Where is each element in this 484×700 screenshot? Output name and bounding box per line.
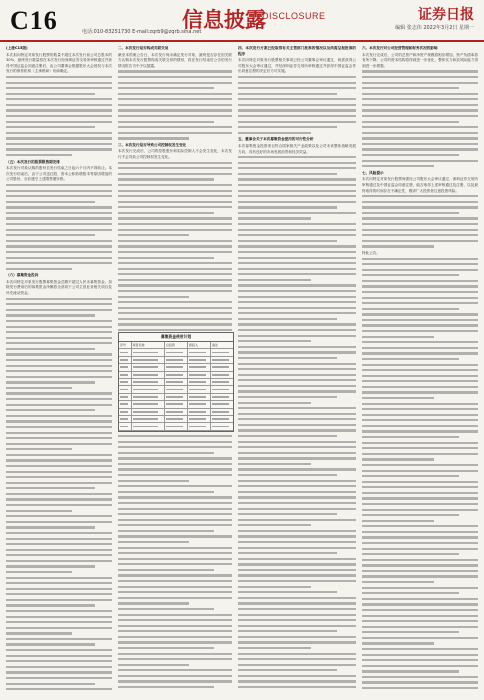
fund-use-table [118,332,234,432]
text-column-1 [6,46,112,692]
body-text-lines [238,223,356,692]
table-cell [119,372,132,378]
table-cell [165,379,188,385]
table-cell [188,409,211,415]
table-row [119,372,233,379]
table-cell [188,357,211,363]
section-heading: 三、本次发行是否导致公司控制权发生变化 [118,142,187,147]
editor-date-line: 编辑 张志伟 2022年3月2日 星期一 [395,25,474,31]
table-cell [119,409,132,415]
page-header [0,0,484,42]
body-text-lines [362,70,478,167]
table-cell [165,372,188,378]
table-cell [165,386,188,392]
table-cell [132,379,166,385]
table-row [119,349,233,356]
table-cell [132,401,166,407]
section-heading: （六）募集资金投向 [6,273,39,278]
body-paragraph: 本次发行对象认购的股份自发行结束之日起六个月内不得转让。本次发行结束后，由于公司送红股、资本公积转增股本等原因增加的公司股份，亦应遵守上述限售期安排。 [6,166,112,182]
section-heading: 五、董事会关于本次募集资金使用的可行性分析 [238,137,314,142]
table-cell [211,394,233,400]
table-cell [132,409,166,415]
body-text-lines [6,184,112,270]
body-paragraph: 本次发行完成后，公司的总资产和净资产规模将相应增加，资产负债率将有所下降，公司的资本结构将得到进一步优化，整体实力和抗风险能力得到进一步增强。 [362,52,478,68]
body-text-lines [238,76,356,134]
table-header-cell: 拟投入 [188,342,211,348]
body-paragraph: 本次募集资金投资项目符合国家相关产业政策以及公司未来整体战略发展方向，具有良好的市场发展前景和经济效益。 [238,143,356,154]
table-cell [165,357,188,363]
page-number: C16 [10,6,58,35]
table-cell [119,364,132,370]
table-cell [132,416,166,422]
table-header-cell: 备注 [212,343,219,347]
table-cell [119,423,132,429]
body-text-lines [6,76,112,156]
body-paragraph: 特此公告。 [362,250,380,255]
table-cell [188,394,211,400]
table-cell [119,416,132,422]
table-cell [188,379,211,385]
table-header-cell: 序号 [119,342,132,348]
table-title: 募集资金使用计划 [119,333,233,342]
body-text-lines [118,70,232,139]
body-text-lines [362,258,478,338]
table-cell [119,379,132,385]
table-cell [211,423,233,429]
table-header-cell: 总投资 [165,342,188,348]
table-row [119,357,233,364]
section-heading: （五）本次发行的股票限售期安排 [6,159,60,164]
table-cell [165,394,188,400]
table-cell [188,364,211,370]
section-heading: (上接C15版) [6,46,28,50]
table-cell [165,364,188,370]
table-row [119,401,233,408]
table-cell [119,357,132,363]
table-row [119,416,233,423]
text-column-4 [362,46,478,692]
table-cell [188,416,211,422]
body-text-lines [6,392,112,692]
table-cell [211,379,233,385]
table-row [119,364,233,371]
table-row [119,394,233,401]
table-cell [132,423,166,429]
newspaper-masthead: 证券日报 [418,7,474,23]
section-title: 信息披露 [182,7,266,32]
table-cell [165,409,188,415]
section-subtitle: DISCLOSURE [262,11,326,21]
table-row [119,409,233,416]
table-cell [119,349,132,355]
table-cell [165,401,188,407]
body-text-lines [362,195,478,247]
table-cell [188,372,211,378]
table-row [119,386,233,393]
table-cell [211,372,233,378]
section-heading: 四、本次发行方案已经取得有关主管部门批准的情况以及尚需呈报批准的程序 [238,46,356,56]
body-paragraph: 本次发行完成后，公司的控股股东和实际控制人不会发生变化，本次发行不会导致公司控制权发生变化。 [118,149,232,160]
text-column-3 [238,46,356,692]
table-cell [211,386,233,392]
table-cell [188,423,211,429]
body-paragraph: 本次向特定对象发行股票尚需经公司股东大会审议通过、深圳证券交易所审核通过及中国证监会同意注册，能否取得上述审核通过及注册，以及最终取得的时间存在不确定性，敬请广大投资者注意投资风险。 [362,177,478,193]
section-heading: 二、本次发行是否构成关联交易 [118,46,169,50]
table-cell [211,401,233,407]
table-cell [132,372,166,378]
body-text-lines [362,341,478,692]
body-text-lines [118,162,232,237]
table-cell [188,386,211,392]
body-text-lines [118,240,232,692]
body-paragraph: 截至本预案公告日，本次发行尚未确定发行对象，最终是否存在因关联方认购本次发行股票构成关联交易的情形，将在发行结束后公告的发行情况报告书中予以披露。 [118,52,232,68]
body-text-lines [6,298,112,389]
table-cell [119,401,132,407]
table-cell [211,416,233,422]
table-cell [132,357,166,363]
table-cell [165,416,188,422]
table-cell [165,423,188,429]
table-header-row [119,342,233,349]
table-row [119,379,233,386]
table-cell [211,409,233,415]
section-heading: 六、本次发行对公司经营管理和财务状况的影响 [362,46,438,50]
table-cell [132,364,166,370]
table-cell [132,349,166,355]
table-cell [211,349,233,355]
table-cell [119,394,132,400]
table-cell [188,349,211,355]
section-heading: 七、风险提示 [362,170,384,175]
body-paragraph: 本次拟向特定对象发行股票的数量不超过本次发行前公司总股本的30%，最终发行数量将在本次发行经深圳证券交易所审核通过并获得中国证监会同意注册后，由公司董事会根据股东大会授权与本次发行的保荐机构（主承销商）协商确定。 [6,52,112,74]
table-cell [119,386,132,392]
table-cell [132,386,166,392]
body-paragraph: 本次向特定对象发行股票募集资金总额不超过人民币募集资金，扣除发行费用后的募集资金净额将全部用于公司主营业务相关项目及补充流动资金。 [6,279,112,296]
contact-line: 电话:010-83251730 E-mail:zqrb9@zqrb.sina.net [82,29,202,35]
table-cell [188,401,211,407]
body-paragraph: 本次向特定对象发行股票相关事项已经公司董事会审议通过，尚需获得公司股东大会审议通过，并经深圳证券交易所审核通过并获得中国证监会作出同意注册的决定后方可实施。 [238,58,356,74]
body-text-lines [238,156,356,220]
table-cell [211,364,233,370]
table-cell [165,349,188,355]
table-row [119,423,233,430]
table-cell [132,394,166,400]
table-body [119,349,233,430]
table-header-cell: 项目名称 [132,342,166,348]
table-cell [211,357,233,363]
